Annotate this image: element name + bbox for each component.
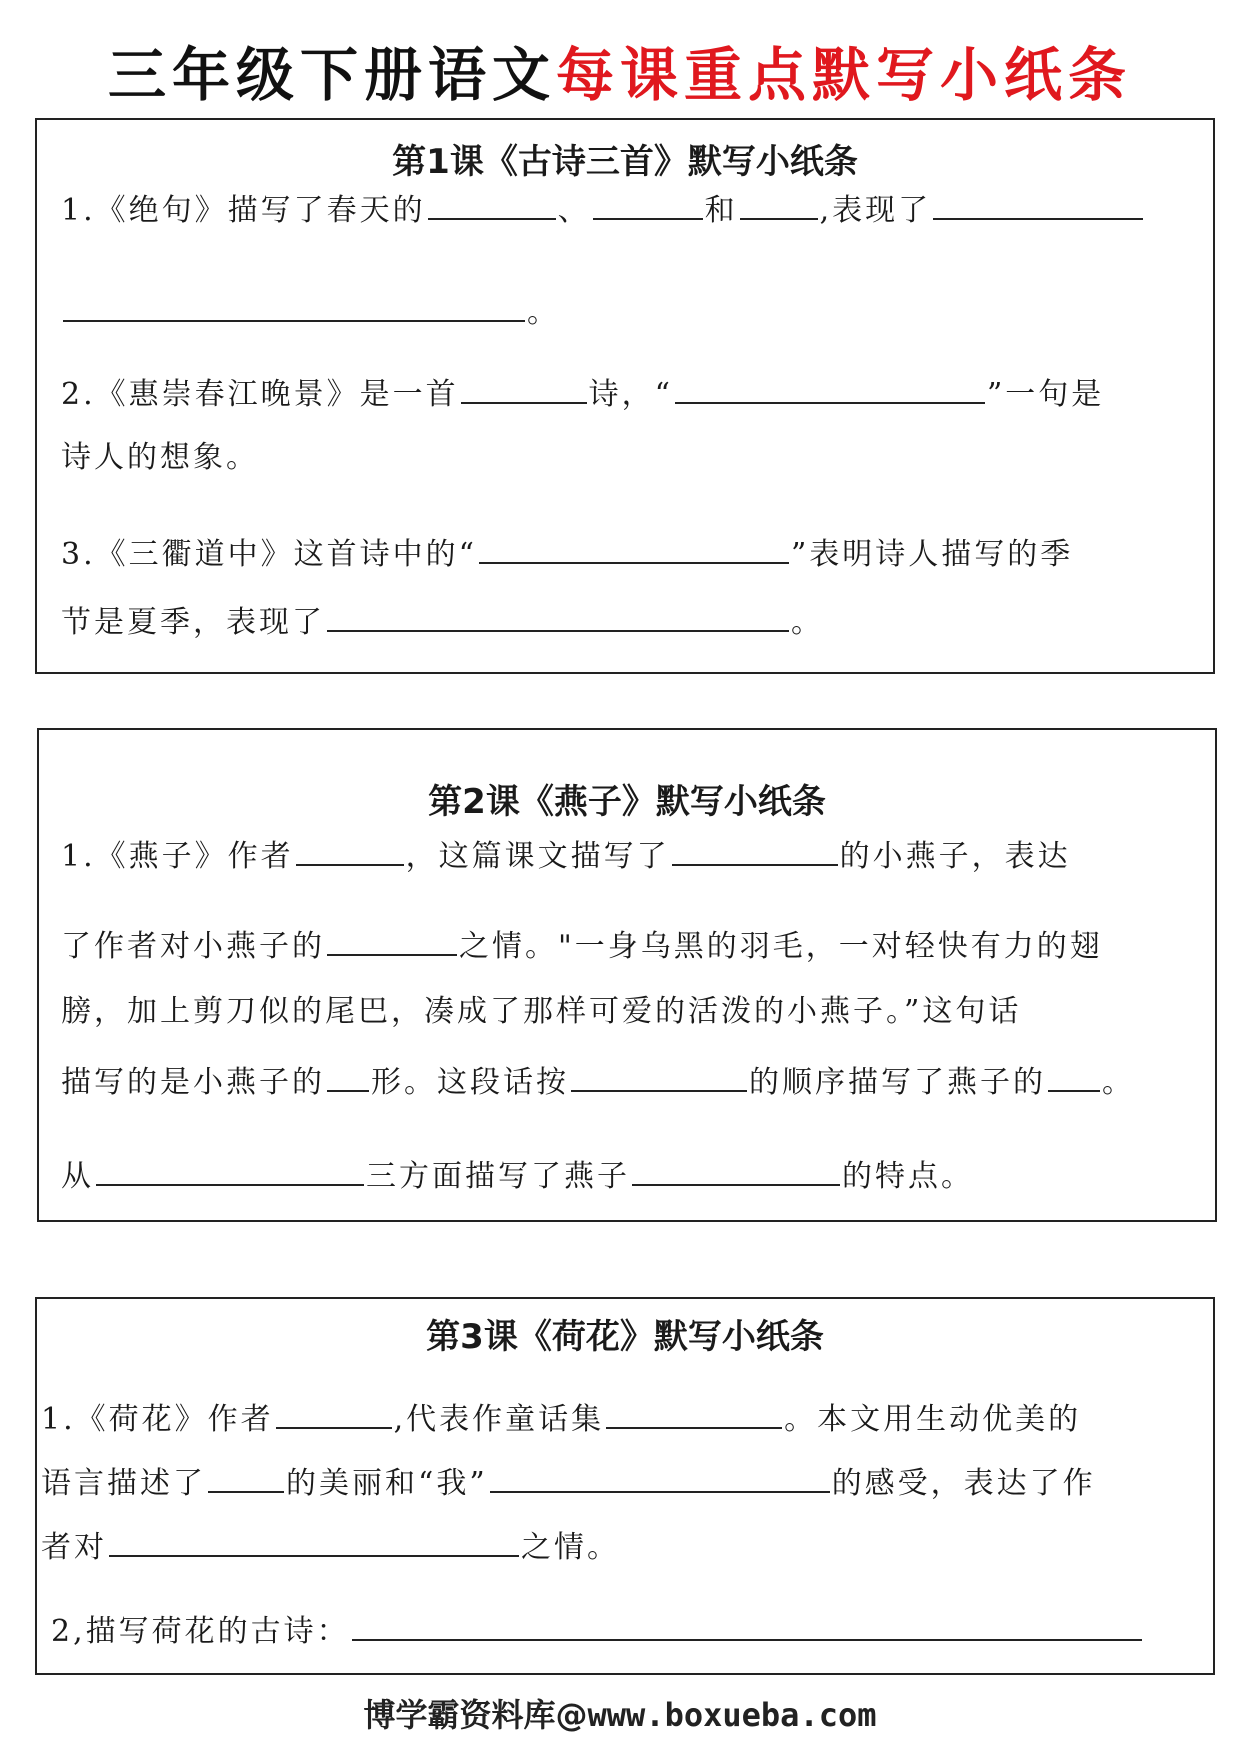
blank	[672, 834, 838, 866]
lesson3-line3: 者对 之情。	[41, 1525, 620, 1568]
lesson2-title: 第2课《燕子》默写小纸条	[428, 782, 826, 822]
lesson2-card	[37, 728, 1217, 1222]
blank	[740, 188, 818, 220]
blank	[109, 1525, 519, 1557]
lesson2-line1: 1.《燕子》作者 ，这篇课文描写了 的小燕子，表达	[61, 834, 1071, 877]
blank	[593, 188, 703, 220]
lesson2-line2: 了作者对小燕子的 之情。"一身乌黑的羽毛，一对轻快有力的翅	[61, 924, 1103, 967]
lesson2-line3: 膀，加上剪刀似的尾巴，凑成了那样可爱的活泼的小燕子。”这句话	[61, 994, 1022, 1029]
blank	[571, 1060, 747, 1092]
lesson1-q3-line1: 3.《三衢道中》这首诗中的“ ”表明诗人描写的季	[61, 532, 1073, 575]
blank	[490, 1461, 830, 1493]
blank	[208, 1461, 284, 1493]
lesson1-title: 第1课《古诗三首》默写小纸条	[392, 142, 858, 182]
lesson1-q1-line1: 1.《绝句》描写了春天的 、 和 ,表现了	[61, 188, 1145, 231]
lesson2-line5: 从 三方面描写了燕子 的特点。	[61, 1154, 974, 1197]
lesson1-q2-line2: 诗人的想象。	[61, 440, 259, 475]
lesson1-q2-line1: 2.《惠崇春江晚景》是一首 诗，“ ”一句是	[61, 372, 1104, 415]
blank	[63, 290, 525, 322]
blank	[1048, 1060, 1100, 1092]
blank	[276, 1397, 392, 1429]
blank	[352, 1609, 1142, 1641]
footer-watermark: 博学霸资料库@www.boxueba.com	[363, 1696, 877, 1734]
blank	[933, 188, 1143, 220]
lesson2-line4: 描写的是小燕子的 形。这段话按 的顺序描写了燕子的 。	[61, 1060, 1135, 1103]
blank	[479, 532, 789, 564]
blank	[675, 372, 985, 404]
lesson3-card	[35, 1297, 1215, 1675]
lesson1-q3-line2: 节是夏季，表现了 。	[61, 600, 824, 643]
lesson1-card	[35, 118, 1215, 674]
blank	[606, 1397, 782, 1429]
page-title	[0, 28, 1240, 112]
blank	[296, 834, 404, 866]
title-black: 三年级下册语文	[107, 41, 556, 109]
blank	[96, 1154, 364, 1186]
blank	[327, 600, 789, 632]
blank	[461, 372, 587, 404]
blank	[327, 1060, 369, 1092]
lesson3-title: 第3课《荷花》默写小纸条	[426, 1317, 824, 1357]
blank	[327, 924, 457, 956]
blank	[632, 1154, 840, 1186]
lesson3-line1: 1.《荷花》作者 ,代表作童话集 。本文用生动优美的	[41, 1397, 1081, 1440]
lesson3-line4: 2,描写荷花的古诗：	[51, 1609, 1144, 1652]
blank	[428, 188, 556, 220]
lesson1-q1-line2: 。	[61, 290, 560, 333]
lesson3-line2: 语言描述了 的美丽和“我” 的感受，表达了作	[41, 1461, 1096, 1504]
title-red: 每课重点默写小纸条	[556, 41, 1133, 109]
